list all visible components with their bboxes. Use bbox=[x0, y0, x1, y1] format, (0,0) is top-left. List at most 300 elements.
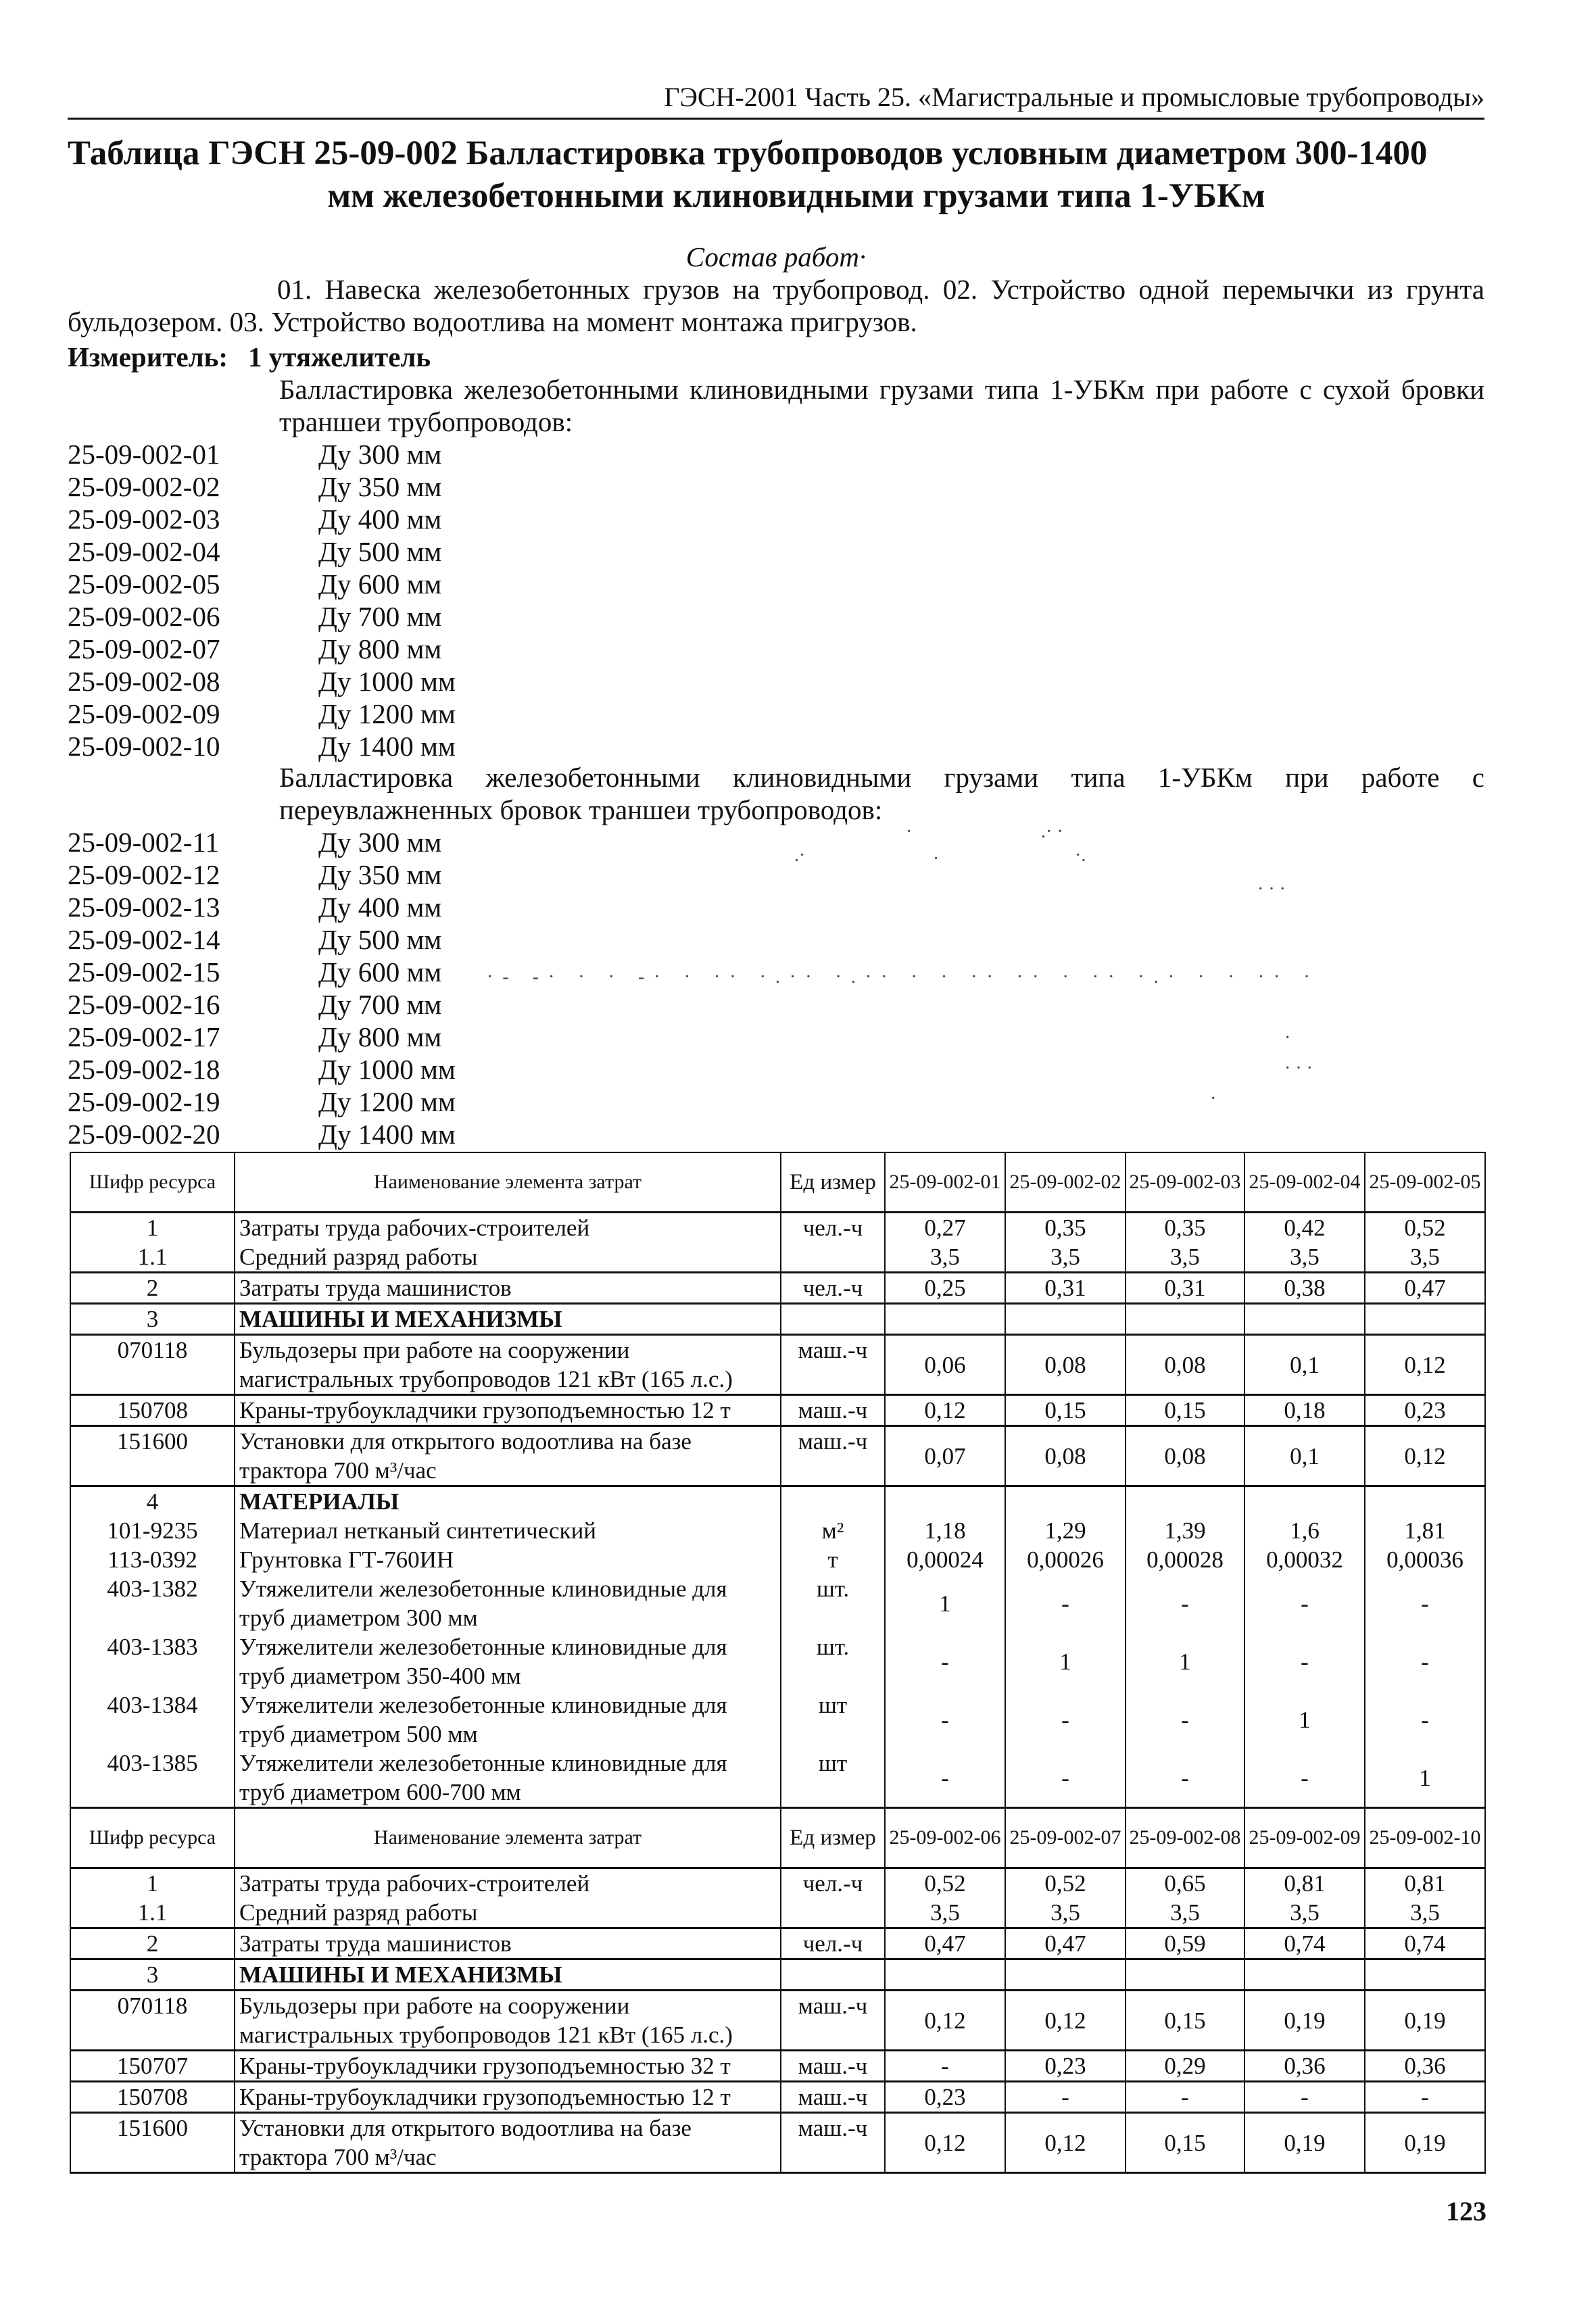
resource-table-2 bbox=[70, 1807, 1486, 2174]
norm-value: 3,5 bbox=[885, 1242, 1005, 1273]
norm-value: - bbox=[1005, 1690, 1126, 1749]
norm-value: 0,12 bbox=[1365, 1426, 1485, 1486]
code-list-row bbox=[68, 633, 541, 665]
unit-of-measure: чел.-ч bbox=[781, 1868, 885, 1899]
column-header-code: Шифр ресурса bbox=[70, 1152, 235, 1213]
cost-element-name: Бульдозеры при работе на сооружении магистральных трубопроводов 121 кВт (165 л.с.) bbox=[235, 1991, 781, 2051]
resource-code: 113-0392 bbox=[70, 1545, 235, 1574]
code-list-row bbox=[68, 600, 541, 633]
group2-code-list bbox=[68, 826, 541, 1150]
table-row bbox=[70, 1898, 1485, 1928]
table-title bbox=[68, 132, 1484, 218]
norm-value bbox=[885, 1959, 1005, 1991]
norm-value: 1 bbox=[1005, 1632, 1126, 1690]
table-row bbox=[70, 1959, 1485, 1991]
norm-value: 0,00026 bbox=[1005, 1545, 1126, 1574]
meter-label: Измеритель: bbox=[68, 341, 228, 372]
unit-of-measure: чел.-ч bbox=[781, 1213, 885, 1243]
unit-of-measure: маш.-ч bbox=[781, 1991, 885, 2051]
norm-value: 0,52 bbox=[885, 1868, 1005, 1899]
norm-value: - bbox=[1365, 1690, 1485, 1749]
norm-code: 25-09-002-12 bbox=[68, 859, 220, 890]
unit-of-measure bbox=[781, 1242, 885, 1273]
scan-speck: .· · bbox=[1041, 821, 1063, 842]
resource-code: 2 bbox=[70, 1273, 235, 1304]
resource-code: 403-1382 bbox=[70, 1574, 235, 1632]
code-list-row bbox=[68, 1021, 541, 1053]
cost-element-name: Установки для открытого водоотлива на базе трактора 700 м³/час bbox=[235, 2113, 781, 2173]
scan-speck: ·. bbox=[1075, 845, 1086, 866]
resource-code: 2 bbox=[70, 1928, 235, 1959]
column-header-norm: 25-09-002-04 bbox=[1244, 1152, 1365, 1213]
scan-speck: .· bbox=[794, 845, 806, 866]
composition-text: 01. Навеска железобетонных грузов на трубопровод. 02. Устройство одной перемычки из грунта бульдозером. 03. Устройство водоотлива на момент монтажа пригрузов. bbox=[68, 274, 1484, 337]
norm-value bbox=[1244, 1959, 1365, 1991]
norm-value: 0,1 bbox=[1244, 1426, 1365, 1486]
norm-value: 0,23 bbox=[1365, 1395, 1485, 1426]
table-row bbox=[70, 1574, 1485, 1632]
norm-value: - bbox=[1365, 1632, 1485, 1690]
table-row bbox=[70, 1273, 1485, 1304]
running-header: ГЭСН-2001 Часть 25. «Магистральные и промысловые трубопроводы» bbox=[664, 82, 1484, 112]
code-list-row bbox=[68, 956, 541, 988]
norm-value: - bbox=[1126, 2082, 1244, 2113]
norm-value: 0,00024 bbox=[885, 1545, 1005, 1574]
table-row bbox=[70, 1213, 1485, 1243]
unit-of-measure: шт. bbox=[781, 1632, 885, 1690]
norm-value bbox=[1365, 1959, 1485, 1991]
norm-value: 0,18 bbox=[1244, 1395, 1365, 1426]
table-title-line-2: мм железобетонными клиновидными грузами типа 1-УБКм bbox=[327, 177, 1265, 215]
norm-value: 0,52 bbox=[1005, 1868, 1126, 1899]
scan-speck: · · · bbox=[1284, 1058, 1313, 1079]
code-list-row bbox=[68, 923, 541, 956]
code-list-row bbox=[68, 858, 541, 891]
table-row bbox=[70, 1545, 1485, 1574]
unit-of-measure: маш.-ч bbox=[781, 2051, 885, 2082]
cost-element-name: Установки для открытого водоотлива на базе трактора 700 м³/час bbox=[235, 1426, 781, 1486]
resource-code: 403-1383 bbox=[70, 1632, 235, 1690]
pipe-diameter: Ду 600 мм bbox=[318, 568, 442, 600]
cost-element-name: Краны-трубоукладчики грузоподъемностью 12 т bbox=[235, 1395, 781, 1426]
table-row bbox=[70, 1304, 1485, 1335]
norm-value: 1 bbox=[1244, 1690, 1365, 1749]
code-list-row bbox=[68, 470, 541, 503]
norm-value: - bbox=[885, 1632, 1005, 1690]
norm-value: 0,12 bbox=[885, 1991, 1005, 2051]
column-header-norm: 25-09-002-05 bbox=[1365, 1152, 1485, 1213]
norm-value: - bbox=[1005, 1574, 1126, 1632]
norm-value bbox=[885, 1304, 1005, 1335]
table-header-row bbox=[70, 1152, 1485, 1213]
scan-speck: · · · bbox=[1257, 879, 1286, 900]
resource-code: 3 bbox=[70, 1304, 235, 1335]
resource-table-1 bbox=[70, 1152, 1486, 1809]
norm-code: 25-09-002-02 bbox=[68, 471, 220, 502]
unit-of-measure: м² bbox=[781, 1516, 885, 1545]
unit-of-measure: маш.-ч bbox=[781, 2113, 885, 2173]
norm-code: 25-09-002-04 bbox=[68, 536, 220, 567]
cost-element-name: Утяжелители железобетонные клиновидные для труб диаметром 300 мм bbox=[235, 1574, 781, 1632]
norm-value: 0,07 bbox=[885, 1426, 1005, 1486]
pipe-diameter: Ду 300 мм bbox=[318, 439, 442, 470]
resource-code: 4 bbox=[70, 1486, 235, 1517]
column-header-norm: 25-09-002-02 bbox=[1005, 1152, 1126, 1213]
norm-code: 25-09-002-05 bbox=[68, 568, 220, 600]
table-row bbox=[70, 1395, 1485, 1426]
norm-value: - bbox=[1365, 2082, 1485, 2113]
column-header-name: Наименование элемента затрат bbox=[235, 1152, 781, 1213]
table-row bbox=[70, 1928, 1485, 1959]
group1-code-list bbox=[68, 438, 541, 762]
norm-value: 0,36 bbox=[1365, 2051, 1485, 2082]
unit-of-measure: шт bbox=[781, 1749, 885, 1808]
norm-value: 0,38 bbox=[1244, 1273, 1365, 1304]
norm-value: 0,59 bbox=[1126, 1928, 1244, 1959]
unit-of-measure bbox=[781, 1304, 885, 1335]
norm-value: 0,31 bbox=[1005, 1273, 1126, 1304]
column-header-norm: 25-09-002-10 bbox=[1365, 1808, 1485, 1868]
norm-value: 0,81 bbox=[1244, 1868, 1365, 1899]
norm-value: 0,27 bbox=[885, 1213, 1005, 1243]
norm-value: 3,5 bbox=[1005, 1242, 1126, 1273]
norm-code: 25-09-002-11 bbox=[68, 827, 219, 858]
scan-noise-line: ·- -· · · -· · ·· ·.·· ·.·· · · ·· ·· · ·· ·.· · · ·· · bbox=[487, 967, 1320, 988]
norm-value: 0,08 bbox=[1005, 1335, 1126, 1395]
norm-value: - bbox=[885, 1690, 1005, 1749]
pipe-diameter: Ду 800 мм bbox=[318, 1021, 442, 1052]
resource-code: 101-9235 bbox=[70, 1516, 235, 1545]
scan-speck: · bbox=[906, 821, 913, 842]
norm-value: 0,25 bbox=[885, 1273, 1005, 1304]
norm-value: 0,12 bbox=[1365, 1335, 1485, 1395]
resource-code: 403-1384 bbox=[70, 1690, 235, 1749]
cost-element-name: МАШИНЫ И МЕХАНИЗМЫ bbox=[235, 1304, 781, 1335]
unit-of-measure: чел.-ч bbox=[781, 1273, 885, 1304]
meter bbox=[68, 341, 1484, 373]
norm-value: - bbox=[885, 2051, 1005, 2082]
norm-value: - bbox=[1244, 2082, 1365, 2113]
norm-value bbox=[1244, 1486, 1365, 1517]
norm-value: 0,29 bbox=[1126, 2051, 1244, 2082]
column-header-norm: 25-09-002-08 bbox=[1126, 1808, 1244, 1868]
pipe-diameter: Ду 500 мм bbox=[318, 924, 442, 955]
norm-value: 0,81 bbox=[1365, 1868, 1485, 1899]
resource-code: 1.1 bbox=[70, 1242, 235, 1273]
cost-element-name: Затраты труда машинистов bbox=[235, 1928, 781, 1959]
norm-value: - bbox=[1126, 1690, 1244, 1749]
cost-element-name: Утяжелители железобетонные клиновидные для труб диаметром 500 мм bbox=[235, 1690, 781, 1749]
norm-value: 0,42 bbox=[1244, 1213, 1365, 1243]
resource-code: 1 bbox=[70, 1868, 235, 1899]
norm-value: 1,29 bbox=[1005, 1516, 1126, 1545]
norm-value: 0,00036 bbox=[1365, 1545, 1485, 1574]
code-list-row bbox=[68, 535, 541, 568]
norm-value: 0,35 bbox=[1005, 1213, 1126, 1243]
code-list-row bbox=[68, 503, 541, 535]
cost-element-name: Затраты труда машинистов bbox=[235, 1273, 781, 1304]
code-list-row bbox=[68, 438, 541, 470]
norm-value: 0,23 bbox=[885, 2082, 1005, 2113]
norm-value: 0,52 bbox=[1365, 1213, 1485, 1243]
norm-code: 25-09-002-09 bbox=[68, 698, 220, 729]
cost-element-name: Утяжелители железобетонные клиновидные для труб диаметром 350-400 мм bbox=[235, 1632, 781, 1690]
norm-value: 1,81 bbox=[1365, 1516, 1485, 1545]
resource-code: 3 bbox=[70, 1959, 235, 1991]
cost-element-name: Затраты труда рабочих-строителей bbox=[235, 1868, 781, 1899]
column-header-unit: Ед измер bbox=[781, 1152, 885, 1213]
norm-value bbox=[1005, 1486, 1126, 1517]
code-list-row bbox=[68, 1118, 541, 1150]
norm-value: 0,08 bbox=[1126, 1426, 1244, 1486]
resource-code: 150708 bbox=[70, 2082, 235, 2113]
norm-value: 0,36 bbox=[1244, 2051, 1365, 2082]
norm-value: 3,5 bbox=[1126, 1242, 1244, 1273]
resource-code: 403-1385 bbox=[70, 1749, 235, 1808]
pipe-diameter: Ду 300 мм bbox=[318, 827, 442, 858]
cost-element-name: Краны-трубоукладчики грузоподъемностью 12 т bbox=[235, 2082, 781, 2113]
table-row bbox=[70, 2113, 1485, 2173]
norm-value: 1,18 bbox=[885, 1516, 1005, 1545]
resource-code: 070118 bbox=[70, 1991, 235, 2051]
norm-value: 0,19 bbox=[1365, 1991, 1485, 2051]
code-list-row bbox=[68, 1086, 541, 1118]
column-header-norm: 25-09-002-06 bbox=[885, 1808, 1005, 1868]
norm-value bbox=[1005, 1959, 1126, 1991]
code-list-row bbox=[68, 891, 541, 923]
unit-of-measure bbox=[781, 1898, 885, 1928]
norm-value: 1,39 bbox=[1126, 1516, 1244, 1545]
norm-value: 1,6 bbox=[1244, 1516, 1365, 1545]
norm-value: 0,06 bbox=[885, 1335, 1005, 1395]
norm-code: 25-09-002-19 bbox=[68, 1086, 220, 1117]
column-header-unit: Ед измер bbox=[781, 1808, 885, 1868]
norm-value: 3,5 bbox=[1244, 1898, 1365, 1928]
norm-value: 1 bbox=[1365, 1749, 1485, 1808]
page-number: 123 bbox=[1446, 2196, 1486, 2226]
table-row bbox=[70, 2051, 1485, 2082]
norm-value: 0,15 bbox=[1126, 2113, 1244, 2173]
norm-value: 3,5 bbox=[1244, 1242, 1365, 1273]
norm-code: 25-09-002-20 bbox=[68, 1119, 220, 1150]
cost-element-name: Затраты труда рабочих-строителей bbox=[235, 1213, 781, 1243]
column-header-name: Наименование элемента затрат bbox=[235, 1808, 781, 1868]
norm-value bbox=[1126, 1486, 1244, 1517]
norm-code: 25-09-002-07 bbox=[68, 633, 220, 664]
norm-value: - bbox=[1365, 1574, 1485, 1632]
norm-code: 25-09-002-17 bbox=[68, 1021, 220, 1052]
pipe-diameter: Ду 400 мм bbox=[318, 892, 442, 923]
cost-element-name: Грунтовка ГТ-760ИН bbox=[235, 1545, 781, 1574]
code-list-row bbox=[68, 988, 541, 1021]
cost-element-name: Средний разряд работы bbox=[235, 1242, 781, 1273]
pipe-diameter: Ду 1200 мм bbox=[318, 1086, 456, 1117]
norm-value: 0,19 bbox=[1244, 2113, 1365, 2173]
norm-value: 3,5 bbox=[1126, 1898, 1244, 1928]
norm-code: 25-09-002-13 bbox=[68, 892, 220, 923]
table-row bbox=[70, 2082, 1485, 2113]
norm-value: - bbox=[1005, 1749, 1126, 1808]
scan-speck: · bbox=[1284, 1027, 1291, 1048]
norm-value: 0,12 bbox=[885, 2113, 1005, 2173]
unit-of-measure: маш.-ч bbox=[781, 1426, 885, 1486]
norm-value: 0,1 bbox=[1244, 1335, 1365, 1395]
norm-value: 1 bbox=[1126, 1632, 1244, 1690]
table-row bbox=[70, 1426, 1485, 1486]
column-header-norm: 25-09-002-07 bbox=[1005, 1808, 1126, 1868]
norm-value bbox=[1126, 1304, 1244, 1335]
norm-value: 0,65 bbox=[1126, 1868, 1244, 1899]
unit-of-measure bbox=[781, 1486, 885, 1517]
table-row bbox=[70, 1690, 1485, 1749]
meter-value: 1 утяжелитель bbox=[248, 341, 431, 372]
pipe-diameter: Ду 350 мм bbox=[318, 471, 442, 502]
norm-value: - bbox=[1244, 1574, 1365, 1632]
norm-code: 25-09-002-18 bbox=[68, 1054, 220, 1085]
unit-of-measure: шт bbox=[781, 1690, 885, 1749]
norm-value bbox=[1244, 1304, 1365, 1335]
table-title-line-1: Таблица ГЭСН 25-09-002 Балластировка трубопроводов условным диаметром 300-1400 bbox=[68, 135, 1428, 172]
norm-code: 25-09-002-14 bbox=[68, 924, 220, 955]
table-row bbox=[70, 1868, 1485, 1899]
norm-value: 3,5 bbox=[1365, 1242, 1485, 1273]
pipe-diameter: Ду 350 мм bbox=[318, 859, 442, 890]
norm-value: 0,47 bbox=[885, 1928, 1005, 1959]
header-rule bbox=[68, 118, 1484, 120]
norm-value: 1 bbox=[885, 1574, 1005, 1632]
pipe-diameter: Ду 800 мм bbox=[318, 633, 442, 664]
pipe-diameter: Ду 600 мм bbox=[318, 956, 442, 988]
pipe-diameter: Ду 1000 мм bbox=[318, 1054, 456, 1085]
norm-value: 0,47 bbox=[1005, 1928, 1126, 1959]
table-row bbox=[70, 1335, 1485, 1395]
norm-value: 0,12 bbox=[885, 1395, 1005, 1426]
table-row bbox=[70, 1486, 1485, 1517]
group2-description: Балластировка железобетонными клиновидными грузами типа 1-УБКм при работе с переувлажненных бровок траншеи трубопроводов: bbox=[279, 762, 1484, 825]
norm-value: 0,35 bbox=[1126, 1213, 1244, 1243]
norm-code: 25-09-002-03 bbox=[68, 504, 220, 535]
unit-of-measure: т bbox=[781, 1545, 885, 1574]
pipe-diameter: Ду 500 мм bbox=[318, 536, 442, 567]
norm-value bbox=[1005, 1304, 1126, 1335]
norm-value: 0,08 bbox=[1005, 1426, 1126, 1486]
norm-code: 25-09-002-01 bbox=[68, 439, 220, 470]
cost-element-name: Средний разряд работы bbox=[235, 1898, 781, 1928]
norm-value: 0,15 bbox=[1126, 1991, 1244, 2051]
pipe-diameter: Ду 1000 мм bbox=[318, 666, 456, 697]
resource-code: 1.1 bbox=[70, 1898, 235, 1928]
norm-code: 25-09-002-06 bbox=[68, 601, 220, 632]
norm-value: 3,5 bbox=[1005, 1898, 1126, 1928]
norm-value bbox=[1365, 1304, 1485, 1335]
unit-of-measure: маш.-ч bbox=[781, 1335, 885, 1395]
resource-code: 150707 bbox=[70, 2051, 235, 2082]
unit-of-measure: маш.-ч bbox=[781, 2082, 885, 2113]
unit-of-measure: маш.-ч bbox=[781, 1395, 885, 1426]
pipe-diameter: Ду 700 мм bbox=[318, 989, 442, 1020]
table-row bbox=[70, 1991, 1485, 2051]
scan-speck: · bbox=[1210, 1088, 1217, 1109]
norm-value: 0,08 bbox=[1126, 1335, 1244, 1395]
table-row bbox=[70, 1632, 1485, 1690]
norm-value: - bbox=[885, 1749, 1005, 1808]
column-header-code: Шифр ресурса bbox=[70, 1808, 235, 1868]
cost-element-name: МАТЕРИАЛЫ bbox=[235, 1486, 781, 1517]
cost-element-name: МАШИНЫ И МЕХАНИЗМЫ bbox=[235, 1959, 781, 1991]
group1-description: Балластировка железобетонными клиновидными грузами типа 1-УБКм при работе с сухой бровки траншеи трубопроводов: bbox=[279, 374, 1484, 437]
norm-value: - bbox=[1244, 1632, 1365, 1690]
cost-element-name: Бульдозеры при работе на сооружении магистральных трубопроводов 121 кВт (165 л.с.) bbox=[235, 1335, 781, 1395]
norm-code: 25-09-002-15 bbox=[68, 956, 220, 988]
norm-value bbox=[1365, 1486, 1485, 1517]
norm-value: 0,12 bbox=[1005, 2113, 1126, 2173]
unit-of-measure: шт. bbox=[781, 1574, 885, 1632]
composition-heading: Состав работ· bbox=[685, 241, 867, 272]
resource-code: 151600 bbox=[70, 1426, 235, 1486]
norm-value: - bbox=[1126, 1749, 1244, 1808]
norm-code: 25-09-002-10 bbox=[68, 731, 220, 762]
pipe-diameter: Ду 400 мм bbox=[318, 504, 442, 535]
pipe-diameter: Ду 700 мм bbox=[318, 601, 442, 632]
table-row bbox=[70, 1242, 1485, 1273]
resource-code: 1 bbox=[70, 1213, 235, 1243]
code-list-row bbox=[68, 568, 541, 600]
column-header-norm: 25-09-002-03 bbox=[1126, 1152, 1244, 1213]
pipe-diameter: Ду 1400 мм bbox=[318, 1119, 456, 1150]
norm-value bbox=[1126, 1959, 1244, 1991]
norm-value: 0,74 bbox=[1365, 1928, 1485, 1959]
norm-value: 0,15 bbox=[1126, 1395, 1244, 1426]
resource-code: 070118 bbox=[70, 1335, 235, 1395]
cost-element-name: Материал нетканый синтетический bbox=[235, 1516, 781, 1545]
pipe-diameter: Ду 1400 мм bbox=[318, 731, 456, 762]
resource-code: 150708 bbox=[70, 1395, 235, 1426]
norm-value: 0,00032 bbox=[1244, 1545, 1365, 1574]
code-list-row bbox=[68, 826, 541, 858]
unit-of-measure: чел.-ч bbox=[781, 1928, 885, 1959]
scan-speck: · bbox=[933, 848, 940, 869]
column-header-norm: 25-09-002-09 bbox=[1244, 1808, 1365, 1868]
norm-value: 0,31 bbox=[1126, 1273, 1244, 1304]
cost-element-name: Краны-трубоукладчики грузоподъемностью 32 т bbox=[235, 2051, 781, 2082]
unit-of-measure bbox=[781, 1959, 885, 1991]
norm-value: 0,15 bbox=[1005, 1395, 1126, 1426]
norm-value: 0,12 bbox=[1005, 1991, 1126, 2051]
code-list-row bbox=[68, 665, 541, 698]
norm-value: 0,00028 bbox=[1126, 1545, 1244, 1574]
code-list-row bbox=[68, 698, 541, 730]
norm-value: 3,5 bbox=[885, 1898, 1005, 1928]
norm-value: - bbox=[1126, 1574, 1244, 1632]
norm-value: - bbox=[1244, 1749, 1365, 1808]
norm-code: 25-09-002-08 bbox=[68, 666, 220, 697]
cost-element-name: Утяжелители железобетонные клиновидные для труб диаметром 600-700 мм bbox=[235, 1749, 781, 1808]
norm-value: 0,19 bbox=[1244, 1991, 1365, 2051]
norm-value bbox=[885, 1486, 1005, 1517]
norm-value: 0,23 bbox=[1005, 2051, 1126, 2082]
norm-value: 0,47 bbox=[1365, 1273, 1485, 1304]
norm-code: 25-09-002-16 bbox=[68, 989, 220, 1020]
norm-value: 0,74 bbox=[1244, 1928, 1365, 1959]
table-header-row bbox=[70, 1808, 1485, 1868]
code-list-row bbox=[68, 730, 541, 762]
norm-value: 0,19 bbox=[1365, 2113, 1485, 2173]
code-list-row bbox=[68, 1053, 541, 1086]
norm-value: - bbox=[1005, 2082, 1126, 2113]
norm-value: 3,5 bbox=[1365, 1898, 1485, 1928]
resource-code: 151600 bbox=[70, 2113, 235, 2173]
column-header-norm: 25-09-002-01 bbox=[885, 1152, 1005, 1213]
